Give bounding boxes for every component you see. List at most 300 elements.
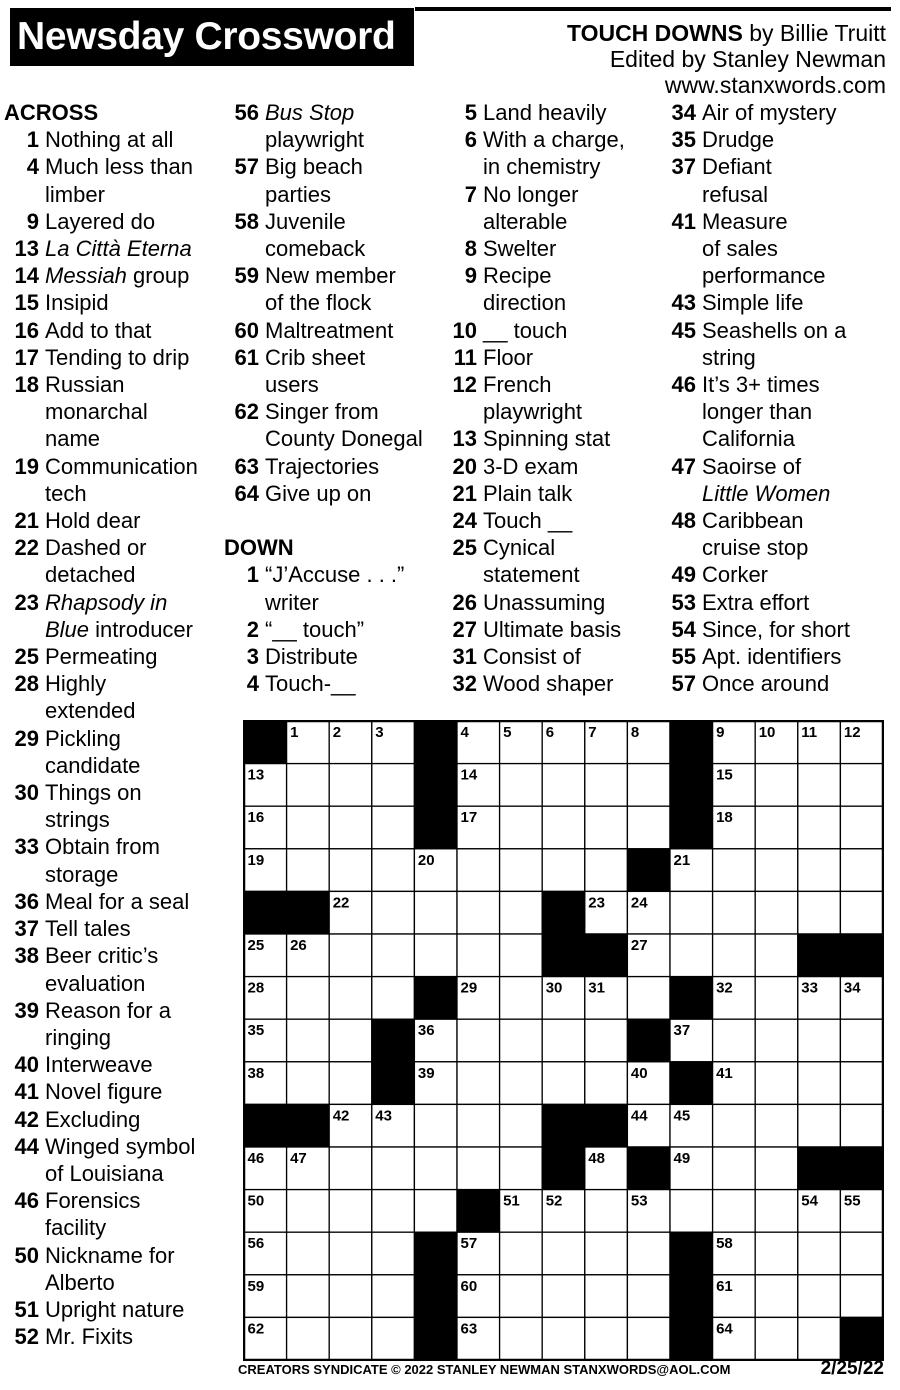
cell-number: 6 xyxy=(545,724,555,741)
cell-number: 52 xyxy=(545,1192,563,1210)
grid-cell[interactable] xyxy=(840,1062,883,1105)
clue-text: Forensics facility xyxy=(45,1188,141,1241)
clue-number: 39 xyxy=(14,997,39,1023)
grid-cell[interactable] xyxy=(287,1232,330,1275)
clue-text: Big beach parties xyxy=(265,154,363,207)
grid-cell[interactable] xyxy=(585,806,628,849)
grid-cell[interactable] xyxy=(798,1104,841,1147)
across-clue-41 xyxy=(4,1078,219,1105)
clue-text: French playwright xyxy=(483,372,583,425)
cell-number: 18 xyxy=(716,809,733,827)
grid-cell[interactable] xyxy=(585,1019,628,1062)
across-clue-63 xyxy=(224,453,439,480)
grid-cell[interactable] xyxy=(627,806,670,849)
grid-cell[interactable] xyxy=(542,764,585,807)
across-clue-51 xyxy=(4,1296,219,1323)
grid-cell[interactable] xyxy=(798,1317,841,1360)
down-clue-31 xyxy=(442,643,657,670)
clue-text: Hold dear xyxy=(45,508,141,534)
grid-cell[interactable] xyxy=(585,1275,628,1318)
grid-cell[interactable] xyxy=(372,1275,415,1318)
black-square xyxy=(414,764,457,807)
clue-number: 20 xyxy=(452,453,477,479)
clue-text: No longer alterable xyxy=(483,181,579,234)
down-clue-1 xyxy=(224,561,439,615)
down-clue-37 xyxy=(661,153,896,207)
grid-cell[interactable] xyxy=(585,1062,628,1105)
grid-cell[interactable] xyxy=(329,1190,372,1233)
clue-number: 1 xyxy=(26,127,39,153)
cell-number: 13 xyxy=(247,766,265,784)
cell-number: 21 xyxy=(673,851,691,869)
across-clue-37 xyxy=(4,915,219,942)
clue-text: Add to that xyxy=(45,317,152,343)
cell-number: 15 xyxy=(716,766,733,784)
grid-cell[interactable] xyxy=(670,891,713,934)
clue-number: 57 xyxy=(671,671,696,697)
cell-number: 59 xyxy=(247,1277,265,1295)
grid-cell[interactable] xyxy=(414,1104,457,1147)
grid-cell[interactable] xyxy=(798,849,841,892)
grid-cell[interactable] xyxy=(372,849,415,892)
down-clue-11 xyxy=(442,344,657,371)
clue-text: Reason for a ringing xyxy=(45,997,171,1050)
clue-number: 64 xyxy=(234,480,259,506)
across-clue-13 xyxy=(4,235,219,262)
black-square xyxy=(457,1190,500,1233)
cell-number: 17 xyxy=(460,809,478,827)
clue-number: 46 xyxy=(671,372,696,398)
black-square xyxy=(542,1104,585,1147)
clue-text: Maltreatment xyxy=(265,317,394,343)
clue-text: Cynical statement xyxy=(483,535,580,588)
clue-number: 57 xyxy=(234,154,259,180)
grid-cell[interactable] xyxy=(713,1147,756,1190)
grid-cell[interactable] xyxy=(798,1275,841,1318)
across-clue-38 xyxy=(4,942,219,996)
clue-text: Extra effort xyxy=(702,589,810,615)
across-clue-30 xyxy=(4,779,219,833)
clue-text: Touch __ xyxy=(483,508,573,534)
down-clue-2 xyxy=(224,616,439,643)
grid-cell[interactable] xyxy=(627,1275,670,1318)
clue-text: Recipe direction xyxy=(483,263,567,316)
down-clue-49 xyxy=(661,561,896,588)
grid-cell[interactable] xyxy=(542,1019,585,1062)
grid-cell[interactable] xyxy=(329,1019,372,1062)
across-clue-59 xyxy=(224,262,439,316)
grid-cell[interactable] xyxy=(287,1317,330,1360)
grid-cell[interactable] xyxy=(585,849,628,892)
grid-cell[interactable] xyxy=(670,1190,713,1233)
grid-cell[interactable] xyxy=(329,1317,372,1360)
grid-cell[interactable] xyxy=(713,849,756,892)
clue-number: 17 xyxy=(14,344,39,370)
clue-column-1 xyxy=(4,99,219,1350)
clue-text: Beer critic’s evaluation xyxy=(45,943,159,996)
grid-cell[interactable] xyxy=(798,764,841,807)
grid-cell[interactable] xyxy=(329,934,372,977)
down-clue-48 xyxy=(661,507,896,561)
grid-cell[interactable] xyxy=(287,849,330,892)
grid-cell[interactable] xyxy=(500,806,543,849)
black-square xyxy=(627,1019,670,1062)
down-header: DOWN xyxy=(224,535,294,561)
clue-number: 14 xyxy=(14,263,39,289)
across-clue-61 xyxy=(224,344,439,398)
clue-text: It’s 3+ times longer than California xyxy=(702,372,820,452)
cell-number: 56 xyxy=(247,1235,265,1253)
clue-column-2 xyxy=(224,99,439,697)
cell-number: 39 xyxy=(417,1064,435,1082)
across-clue-44 xyxy=(4,1133,219,1187)
clue-number: 18 xyxy=(14,372,39,398)
cell-number: 37 xyxy=(673,1022,691,1040)
clue-text: La Città Eterna xyxy=(45,236,192,262)
header-rule xyxy=(415,7,891,11)
grid-cell[interactable] xyxy=(627,1232,670,1275)
cell-number: 44 xyxy=(630,1107,648,1125)
down-clue-21 xyxy=(442,480,657,507)
black-square xyxy=(414,977,457,1020)
grid-cell[interactable] xyxy=(755,1104,798,1147)
black-square xyxy=(627,1147,670,1190)
cell-number: 9 xyxy=(716,724,725,741)
grid-cell[interactable] xyxy=(755,849,798,892)
down-clue-5 xyxy=(442,99,657,126)
cell-number: 60 xyxy=(460,1277,478,1295)
grid-cell[interactable] xyxy=(372,891,415,934)
grid-cell[interactable] xyxy=(457,1147,500,1190)
grid-cell[interactable] xyxy=(457,1062,500,1105)
grid-cell[interactable] xyxy=(627,764,670,807)
cell-number: 63 xyxy=(460,1320,478,1338)
across-clue-40 xyxy=(4,1051,219,1078)
clue-column-4 xyxy=(661,99,896,697)
cell-number: 14 xyxy=(460,766,478,784)
grid-cell[interactable] xyxy=(329,1275,372,1318)
clue-number: 59 xyxy=(234,263,259,289)
grid-cell[interactable] xyxy=(500,977,543,1020)
grid-cell[interactable] xyxy=(414,934,457,977)
across-clue-18 xyxy=(4,371,219,453)
grid-cell[interactable] xyxy=(287,764,330,807)
clue-number: 13 xyxy=(452,426,477,452)
grid-cell[interactable] xyxy=(287,1275,330,1318)
clue-number: 61 xyxy=(234,344,259,370)
clue-text: Swelter xyxy=(483,236,557,262)
grid-cell[interactable] xyxy=(372,977,415,1020)
cell-number: 26 xyxy=(290,937,307,954)
grid-cell[interactable] xyxy=(500,1317,543,1360)
grid-cell[interactable] xyxy=(840,849,883,892)
clue-number: 16 xyxy=(14,317,39,343)
grid-cell[interactable] xyxy=(755,806,798,849)
black-square xyxy=(414,1232,457,1275)
grid-cell[interactable] xyxy=(840,891,883,934)
clue-number: 50 xyxy=(14,1242,39,1268)
copyright-line: CREATORS SYNDICATE © 2022 STANLEY NEWMAN STANXWORDS@AOL.COM xyxy=(238,1362,731,1377)
black-square xyxy=(414,721,457,764)
clue-text: Russian monarchal name xyxy=(45,372,148,452)
grid-cell[interactable] xyxy=(372,806,415,849)
grid-cell[interactable] xyxy=(755,1062,798,1105)
clue-number: 25 xyxy=(452,535,477,561)
grid-cell[interactable] xyxy=(713,1104,756,1147)
grid-cell[interactable] xyxy=(329,1062,372,1105)
grid-cell[interactable] xyxy=(585,764,628,807)
grid-cell[interactable] xyxy=(329,849,372,892)
across-clue-58 xyxy=(224,208,439,262)
across-clue-60 xyxy=(224,317,439,344)
grid-cell[interactable] xyxy=(798,1062,841,1105)
clue-text: Obtain from storage xyxy=(45,834,160,887)
grid-cell[interactable] xyxy=(755,1147,798,1190)
across-clue-23 xyxy=(4,589,219,643)
clue-number: 62 xyxy=(234,399,259,425)
clue-number: 2 xyxy=(246,616,259,642)
down-clue-25 xyxy=(442,534,657,588)
down-clue-24 xyxy=(442,507,657,534)
grid-cell[interactable] xyxy=(457,849,500,892)
grid-cell[interactable] xyxy=(755,1019,798,1062)
grid-cell[interactable] xyxy=(755,1190,798,1233)
across-clue-46 xyxy=(4,1187,219,1241)
grid-cell[interactable] xyxy=(287,1190,330,1233)
cell-number: 54 xyxy=(801,1192,818,1210)
clue-text: Much less than limber xyxy=(45,154,193,207)
grid-cell[interactable] xyxy=(840,764,883,807)
clue-number: 46 xyxy=(14,1188,39,1214)
cell-number: 24 xyxy=(630,894,648,912)
clue-number: 12 xyxy=(452,372,477,398)
grid-cell[interactable] xyxy=(627,977,670,1020)
grid-cell[interactable] xyxy=(372,1190,415,1233)
down-clue-6 xyxy=(442,126,657,180)
clue-text: Excluding xyxy=(45,1106,141,1132)
clue-number: 38 xyxy=(14,943,39,969)
grid-cell[interactable] xyxy=(329,764,372,807)
grid-cell[interactable] xyxy=(414,1190,457,1233)
grid-cell[interactable] xyxy=(755,764,798,807)
clue-number: 37 xyxy=(671,154,696,180)
clue-text: Rhapsody in Blue introducer xyxy=(45,589,193,642)
grid-cell[interactable] xyxy=(798,806,841,849)
black-square xyxy=(287,891,330,934)
clue-number: 54 xyxy=(671,616,696,642)
grid-cell[interactable] xyxy=(500,1275,543,1318)
grid-cell[interactable] xyxy=(840,1275,883,1318)
across-clue-14 xyxy=(4,262,219,289)
down-clue-26 xyxy=(442,589,657,616)
grid-cell[interactable] xyxy=(287,1019,330,1062)
grid-cell[interactable] xyxy=(755,934,798,977)
grid-cell[interactable] xyxy=(329,977,372,1020)
grid-cell[interactable] xyxy=(755,1275,798,1318)
grid-cell[interactable] xyxy=(755,977,798,1020)
clue-text: Floor xyxy=(483,344,534,370)
grid-cell[interactable] xyxy=(372,764,415,807)
down-clue-57 xyxy=(661,670,896,697)
cell-number: 61 xyxy=(716,1277,733,1295)
across-header: ACROSS xyxy=(4,100,99,125)
across-clue-1 xyxy=(4,126,219,153)
grid-cell[interactable] xyxy=(542,1275,585,1318)
clue-number: 1 xyxy=(246,562,259,588)
black-square xyxy=(840,1317,883,1360)
grid-cell[interactable] xyxy=(500,891,543,934)
grid-cell[interactable] xyxy=(627,1317,670,1360)
grid-cell[interactable] xyxy=(500,1147,543,1190)
grid-cell[interactable] xyxy=(329,1147,372,1190)
cell-number: 12 xyxy=(843,724,861,741)
clue-text: Nickname for Alberto xyxy=(45,1242,175,1295)
grid-cell[interactable] xyxy=(500,1104,543,1147)
clue-text: __ touch xyxy=(483,317,568,343)
clue-number: 53 xyxy=(671,589,696,615)
grid-cell[interactable] xyxy=(542,1062,585,1105)
grid-cell[interactable] xyxy=(329,806,372,849)
clue-text: Insipid xyxy=(45,290,109,316)
grid-cell[interactable] xyxy=(329,1232,372,1275)
clue-number: 10 xyxy=(452,317,477,343)
grid-cell[interactable] xyxy=(670,934,713,977)
clue-number: 6 xyxy=(464,127,477,153)
cell-number: 2 xyxy=(332,724,342,741)
editor: Edited by Stanley Newman xyxy=(609,46,886,72)
grid-cell[interactable] xyxy=(713,1019,756,1062)
black-square xyxy=(627,849,670,892)
grid-cell[interactable] xyxy=(542,1232,585,1275)
black-square xyxy=(840,934,883,977)
across-clue-39 xyxy=(4,997,219,1051)
clue-text: Once around xyxy=(702,671,830,697)
grid-cell[interactable] xyxy=(585,1232,628,1275)
grid-cell[interactable] xyxy=(755,1232,798,1275)
grid-cell[interactable] xyxy=(840,1232,883,1275)
clue-text: Trajectories xyxy=(265,453,380,479)
grid-cell[interactable] xyxy=(500,1062,543,1105)
clue-text: Plain talk xyxy=(483,480,573,506)
grid-cell[interactable] xyxy=(840,1019,883,1062)
grid-cell[interactable] xyxy=(372,1232,415,1275)
clue-text: Defiant refusal xyxy=(702,154,772,207)
clue-number: 55 xyxy=(671,644,696,670)
down-clue-41 xyxy=(661,208,896,290)
clue-text: Winged symbol of Louisiana xyxy=(45,1133,196,1186)
grid-cell[interactable] xyxy=(798,891,841,934)
clue-text: Upright nature xyxy=(45,1296,185,1322)
clue-number: 9 xyxy=(464,263,477,289)
grid-cell[interactable] xyxy=(500,764,543,807)
down-clue-47 xyxy=(661,453,896,507)
clue-text: Messiah group xyxy=(45,263,190,289)
clue-text: “__ touch” xyxy=(265,616,365,642)
cell-number: 10 xyxy=(758,724,776,741)
grid-cell[interactable] xyxy=(372,1147,415,1190)
clue-number: 28 xyxy=(14,671,39,697)
grid-cell[interactable] xyxy=(457,1104,500,1147)
grid-cell[interactable] xyxy=(798,1019,841,1062)
clue-text: Seashells on a string xyxy=(702,317,847,370)
grid-cell[interactable] xyxy=(287,806,330,849)
cell-number: 8 xyxy=(630,724,640,741)
clue-text: “J’Accuse . . .” writer xyxy=(265,562,405,615)
across-clue-4 xyxy=(4,153,219,207)
grid-cell[interactable] xyxy=(542,849,585,892)
grid-cell[interactable] xyxy=(840,806,883,849)
crossword-grid xyxy=(243,720,882,1359)
black-square xyxy=(670,1232,713,1275)
clue-text: Ultimate basis xyxy=(483,616,622,642)
grid-cell[interactable] xyxy=(287,977,330,1020)
cell-number: 47 xyxy=(290,1150,307,1167)
cell-number: 58 xyxy=(716,1235,733,1253)
grid-cell[interactable] xyxy=(713,934,756,977)
puzzle-date: 2/25/22 xyxy=(820,1358,884,1379)
clue-number: 22 xyxy=(14,535,39,561)
clue-number: 8 xyxy=(464,236,477,262)
grid-cell[interactable] xyxy=(585,1317,628,1360)
clue-number: 25 xyxy=(14,644,39,670)
grid-cell[interactable] xyxy=(840,1104,883,1147)
clue-number: 4 xyxy=(246,671,259,697)
grid-cell[interactable] xyxy=(287,1062,330,1105)
cell-number: 3 xyxy=(375,724,384,741)
grid-cell[interactable] xyxy=(500,1232,543,1275)
clue-number: 15 xyxy=(14,290,39,316)
clue-number: 49 xyxy=(671,562,696,588)
grid-cell[interactable] xyxy=(414,1147,457,1190)
grid-cell[interactable] xyxy=(585,1190,628,1233)
grid-cell[interactable] xyxy=(457,934,500,977)
black-square xyxy=(585,934,628,977)
grid-cell[interactable] xyxy=(414,891,457,934)
across-clue-50 xyxy=(4,1242,219,1296)
cell-number: 45 xyxy=(673,1107,691,1125)
down-clue-10 xyxy=(442,317,657,344)
clue-number: 58 xyxy=(234,208,259,234)
spacer xyxy=(224,507,439,534)
cell-number: 50 xyxy=(247,1192,265,1210)
grid-cell[interactable] xyxy=(713,1190,756,1233)
grid-cell[interactable] xyxy=(755,891,798,934)
grid-cell[interactable] xyxy=(500,849,543,892)
clue-number: 5 xyxy=(464,100,477,125)
grid-cell[interactable] xyxy=(457,891,500,934)
grid-cell[interactable] xyxy=(457,1019,500,1062)
grid-cell[interactable] xyxy=(713,891,756,934)
clue-number: 3 xyxy=(246,644,259,670)
grid-cell[interactable] xyxy=(542,806,585,849)
grid-cell[interactable] xyxy=(500,934,543,977)
grid-cell[interactable] xyxy=(372,1317,415,1360)
cell-number: 35 xyxy=(247,1022,265,1040)
clue-text: Tending to drip xyxy=(45,344,190,370)
grid-cell[interactable] xyxy=(755,1317,798,1360)
clue-text: Spinning stat xyxy=(483,426,611,452)
grid-cell[interactable] xyxy=(542,1317,585,1360)
across-clue-25 xyxy=(4,643,219,670)
clue-number: 9 xyxy=(26,208,39,234)
grid-cell[interactable] xyxy=(500,1019,543,1062)
clue-number: 27 xyxy=(452,616,477,642)
grid-cell[interactable] xyxy=(798,1232,841,1275)
grid-cell[interactable] xyxy=(372,934,415,977)
cell-number: 1 xyxy=(290,724,299,741)
clue-text: Unassuming xyxy=(483,589,606,615)
cell-number: 25 xyxy=(247,937,265,954)
